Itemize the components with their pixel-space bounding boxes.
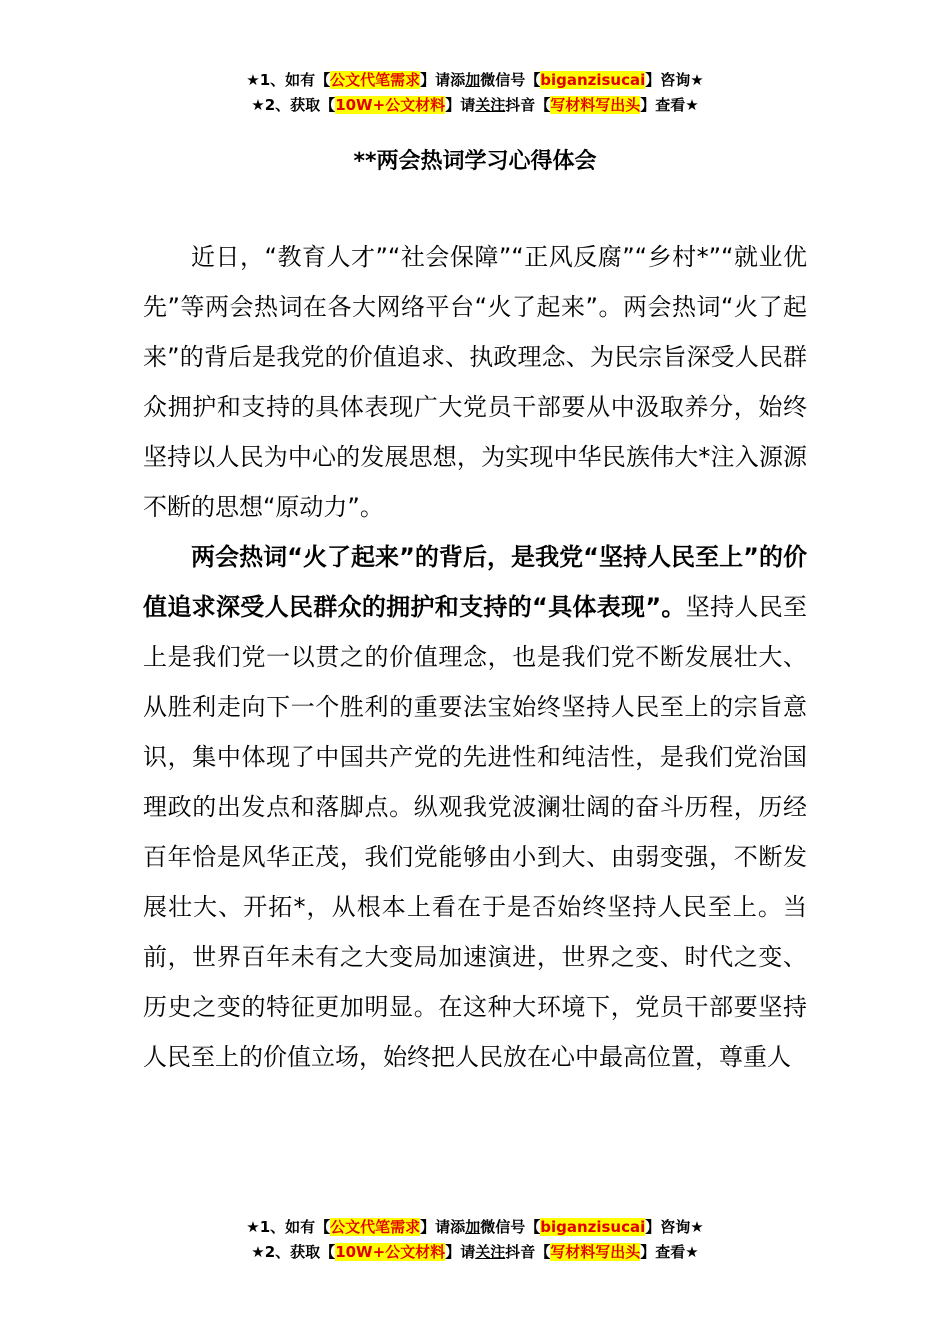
douyin-id-highlight: 写材料写出头 <box>550 96 641 114</box>
paragraph-1: 近日，“教育人才”“社会保障”“正风反腐”“乡村*”“就业优先”等两会热词在各大网络平台“火了起来”。两会热词“火了起来”的背后是我党的价值追求、执政理念、为民宗旨深受人民群众拥护和支持的具体表现广大党员干部要从中汲取养分，始终坚持以人民为中心的发展思想，为实现中华民族伟大*注入源源不断的思想“原动力”。 <box>143 243 807 521</box>
banner-line-1 <box>0 68 950 93</box>
banner-text: 】咨询★ <box>645 1218 704 1236</box>
footer-ad-banner <box>0 1215 950 1265</box>
paragraph-2 <box>143 532 807 1082</box>
banner-line-1 <box>0 1215 950 1240</box>
banner-highlight: 公文代笔需求 <box>330 1218 421 1236</box>
banner-text: ★1、如有【 <box>246 71 331 89</box>
banner-highlight: 公文代笔需求 <box>330 71 421 89</box>
banner-text: 微信号【 <box>480 1218 541 1236</box>
banner-highlight: 10W+公文材料 <box>335 1243 446 1261</box>
banner-text: ★2、获取【 <box>251 1243 336 1261</box>
paragraph-2-lead: 两会热词“火了起来”的背后，是我党“坚持人民至上”的价值追求深受人民群众的拥护和支持的“具体表现”。 <box>143 543 807 621</box>
douyin-id-highlight: 写材料写出头 <box>550 1243 641 1261</box>
banner-text: 】查看★ <box>640 1243 699 1261</box>
banner-highlight: 10W+公文材料 <box>335 96 446 114</box>
banner-text: 】查看★ <box>640 96 699 114</box>
banner-line-2 <box>0 1240 950 1265</box>
banner-text: 抖音【 <box>505 1243 551 1261</box>
wechat-id-highlight: biganzisucai <box>540 71 646 89</box>
banner-text: ★1、如有【 <box>246 1218 331 1236</box>
banner-underline: 加 <box>465 1218 481 1236</box>
wechat-id-highlight: biganzisucai <box>540 1218 646 1236</box>
document-title: **两会热词学习心得体会 <box>353 149 597 174</box>
banner-underline: 加 <box>465 71 481 89</box>
banner-text: 】请 <box>445 96 476 114</box>
banner-text: 】请添 <box>420 1218 466 1236</box>
banner-text: 】请添 <box>420 71 466 89</box>
banner-text: ★2、获取【 <box>251 96 336 114</box>
banner-text: 抖音【 <box>505 96 551 114</box>
header-ad-banner <box>0 68 950 118</box>
banner-text: 】请 <box>445 1243 476 1261</box>
banner-text: 】咨询★ <box>645 71 704 89</box>
banner-underline: 关注 <box>475 1243 506 1261</box>
banner-underline: 关注 <box>475 96 506 114</box>
paragraph-2-body: 坚持人民至上是我们党一以贯之的价值理念，也是我们党不断发展壮大、从胜利走向下一个胜利的重要法宝始终坚持人民至上的宗旨意识，集中体现了中国共产党的先进性和纯洁性，是我们党治国理政的出发点和落脚点。纵观我党波澜壮阔的奋斗历程，历经百年恰是风华正茂，我们党能够由小到大、由弱变强，不断发展壮大、开拓*，从根本上看在于是否始终坚持人民至上。当前，世界百年未有之大变局加速演进，世界之变、时代之变、历史之变的特征更加明显。在这种大环境下，党员干部要坚持人民至上的价值立场，始终把人民放在心中最高位置，尊重人 <box>143 593 808 1071</box>
banner-line-2 <box>0 93 950 118</box>
document-body <box>143 232 807 1082</box>
banner-text: 微信号【 <box>480 71 541 89</box>
